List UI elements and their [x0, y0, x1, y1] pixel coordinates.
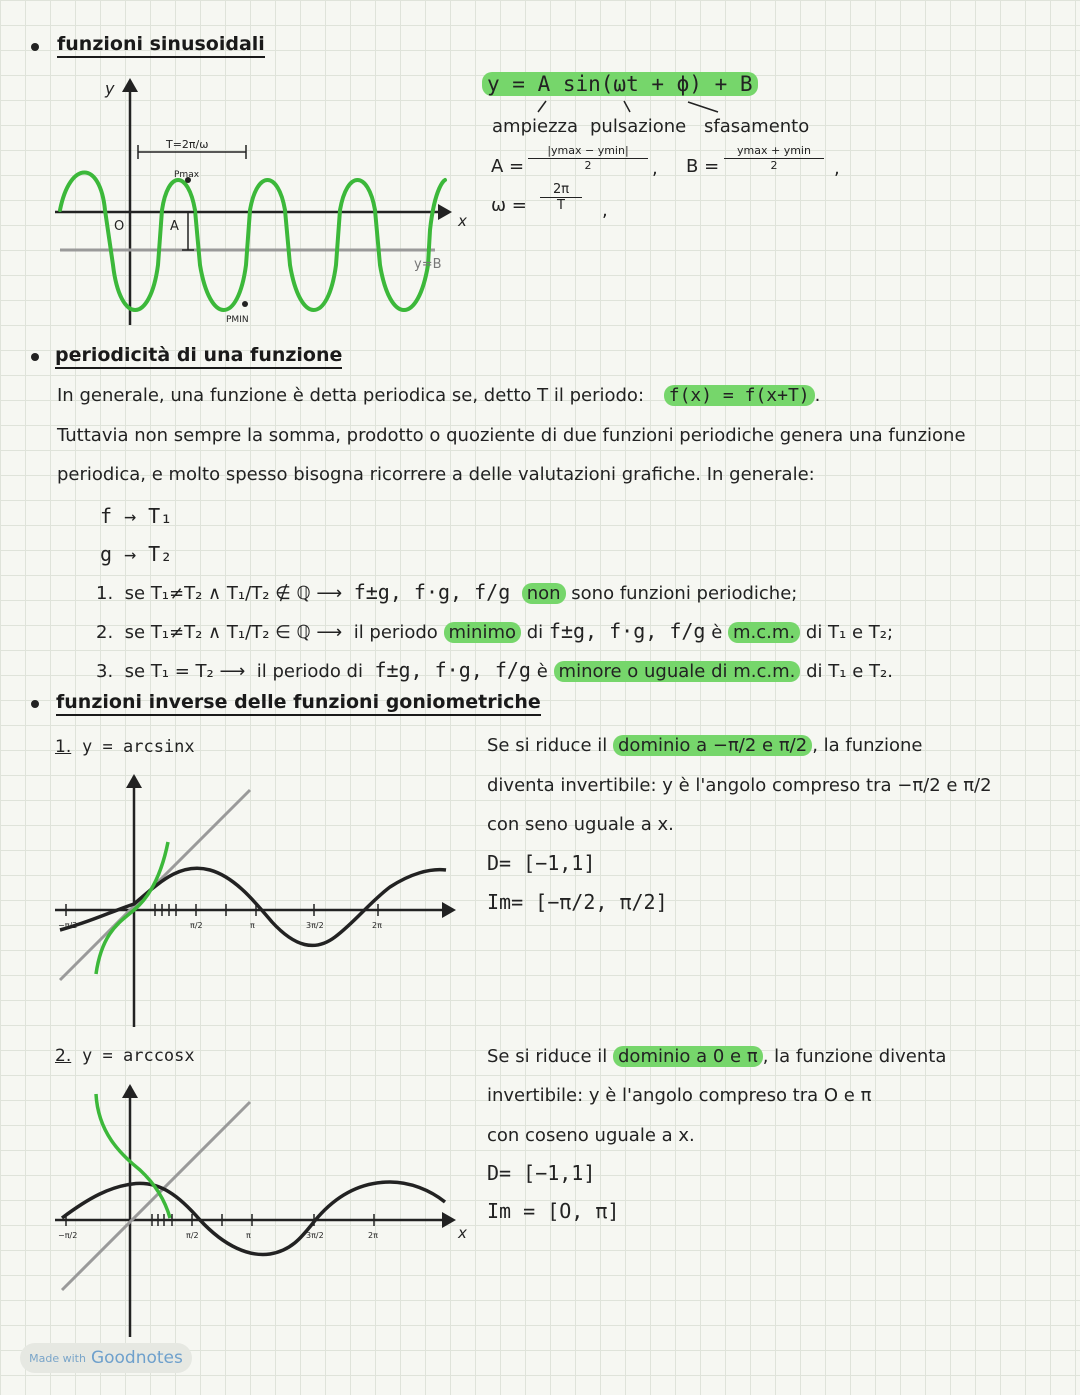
arccos-graph: [50, 1072, 480, 1342]
label-pulsazione: pulsazione: [590, 116, 687, 137]
arccos-curve: [96, 1094, 170, 1218]
tick-label: 3π/2: [306, 921, 324, 930]
arcsin-desc1: Se si riduce il dominio a −π/2 e π/2 , la funzione: [487, 735, 923, 756]
x-label: x: [458, 212, 467, 230]
cos-curve: [62, 1182, 445, 1255]
rule-3: 3. se T₁ = T₂ ⟶ il periodo di f±g, f·g, f/g è minore o uguale di m.c.m. di T₁ e T₂.: [96, 658, 893, 682]
a-formula-sep: ,: [652, 158, 658, 179]
arcsin-image: Im= [−π/2, π/2]: [487, 890, 668, 914]
b-formula-sep: ,: [834, 158, 840, 179]
periodicita-line1: In generale, una funzione è detta periodica se, detto T il periodo: f(x) = f(x+T) .: [57, 385, 821, 406]
sine-curve: [60, 173, 445, 311]
arccos-image: Im = [O, π]: [487, 1199, 620, 1223]
bullet: [31, 43, 39, 51]
arccos-desc2: invertibile: y è l'angolo compreso tra O e π: [487, 1085, 872, 1106]
arcsin-desc3: con seno uguale a x.: [487, 814, 674, 835]
label-sfasamento: sfasamento: [704, 116, 810, 137]
tick-label: π/2: [186, 1231, 199, 1240]
midline-label: y=B: [414, 257, 442, 272]
sinusoid-graph: [50, 70, 470, 340]
arcsin-desc2: diventa invertibile: y è l'angolo compreso tra −π/2 e π/2: [487, 775, 992, 796]
tick-label: π/2: [190, 921, 203, 930]
section-title-periodicita: periodicità di una funzione: [55, 344, 342, 369]
a-formula-fraction: |ymax − ymin| 2: [528, 144, 648, 172]
periodicita-line2: Tuttavia non sempre la somma, prodotto o quoziente di due funzioni periodiche genera una funzione: [57, 425, 966, 446]
rule-2: 2. se T₁≠T₂ ∧ T₁/T₂ ∈ ℚ ⟶ il periodo minimo di f±g, f·g, f/g è m.c.m. di T₁ e T₂;: [96, 619, 894, 643]
tick-label: −π/2: [58, 1231, 78, 1240]
sinusoid-formula: y = A sin(ωt + ϕ) + B: [482, 72, 758, 96]
pmin-label: PMIN: [226, 315, 249, 325]
section-title-sinusoidali: funzioni sinusoidali: [57, 33, 265, 58]
made-with-text: Made with: [29, 1351, 86, 1365]
formula-arrows: [520, 98, 730, 118]
tick-label: 2π: [372, 921, 382, 930]
arcsin-label: 1. y = arcsinx: [55, 737, 195, 757]
arccos-domain: D= [−1,1]: [487, 1161, 596, 1185]
identity-line: [62, 1102, 250, 1290]
sin-curve: [60, 868, 446, 945]
y-label: y: [105, 79, 115, 98]
section-title-inverse: funzioni inverse delle funzioni goniometriche: [56, 691, 541, 716]
omega-formula-sep: ,: [602, 200, 608, 221]
omega-formula-left: ω =: [491, 195, 527, 216]
periodicita-line3: periodica, e molto spesso bisogna ricorrere a delle valutazioni grafiche. In generale:: [57, 464, 815, 485]
amp-label: A: [170, 219, 179, 234]
arccos-label: 2. y = arccosx: [55, 1046, 195, 1066]
omega-formula-fraction: 2π T: [540, 182, 582, 213]
periodicity-formula: f(x) = f(x+T): [664, 385, 815, 406]
g-map: g → T₂: [100, 542, 173, 566]
bullet: [31, 700, 39, 708]
pmin-point: [242, 301, 248, 307]
arcsin-domain: D= [−1,1]: [487, 851, 596, 875]
arccos-desc1: Se si riduce il dominio a 0 e π , la funzione diventa: [487, 1046, 947, 1067]
pmax-label: Pmax: [174, 170, 200, 180]
origin-label: O: [114, 219, 125, 234]
bullet: [31, 353, 39, 361]
tick-label: π: [246, 1231, 251, 1240]
arcsin-graph: [50, 762, 480, 1032]
b-formula-fraction: ymax + ymin 2: [724, 144, 824, 172]
x-label: x: [458, 1224, 467, 1242]
period-label: T=2π/ω: [166, 138, 209, 151]
tick-label: −π/2: [58, 921, 78, 930]
b-formula-left: B =: [686, 156, 720, 177]
f-map: f → T₁: [100, 504, 173, 528]
label-ampiezza: ampiezza: [492, 116, 578, 137]
rule-1: 1. se T₁≠T₂ ∧ T₁/T₂ ∉ ℚ ⟶ f±g, f·g, f/g non sono funzioni periodiche;: [96, 580, 798, 604]
tick-label: 3π/2: [306, 1231, 324, 1240]
goodnotes-badge: [20, 1343, 192, 1373]
a-formula-left: A =: [491, 156, 525, 177]
tick-label: π: [250, 921, 255, 930]
goodnotes-brand: Goodnotes: [90, 1348, 183, 1368]
arccos-desc3: con coseno uguale a x.: [487, 1125, 695, 1146]
tick-label: 2π: [368, 1231, 378, 1240]
